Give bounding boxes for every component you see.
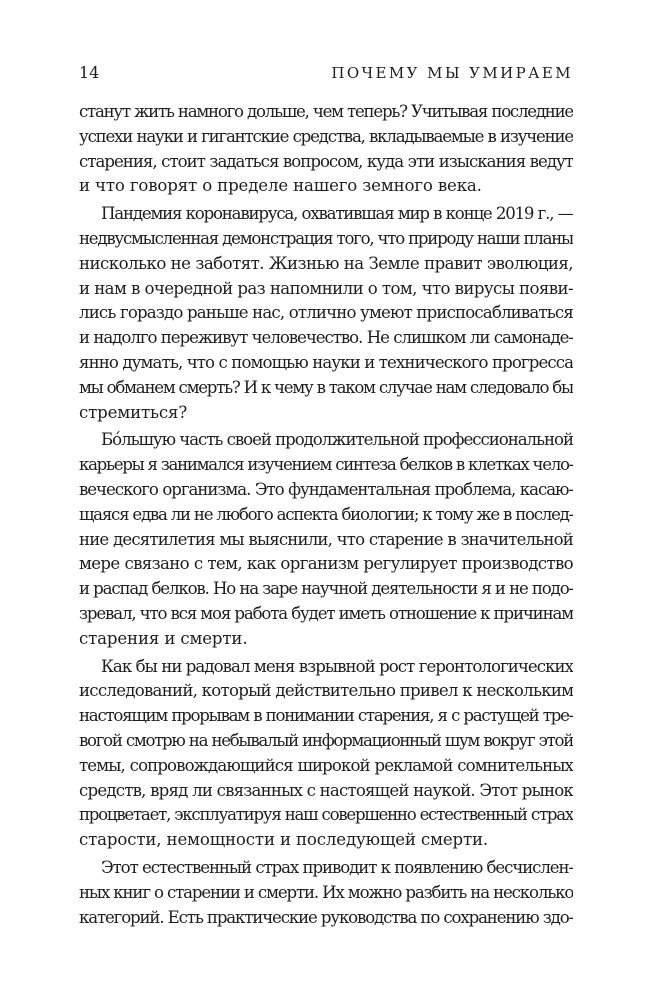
- text-line: вогой смотрю на небывалый информационный шум вокруг этой: [79, 730, 573, 750]
- text-line: нисколько не заботят. Жизнью на Земле правит эволюция,: [79, 253, 573, 273]
- paragraph: [79, 428, 573, 651]
- running-title: ПОЧЕМУ МЫ УМИРАЕМ: [331, 64, 573, 82]
- text-line: категорий. Есть практические руководства по сохранению здо-: [79, 907, 573, 927]
- text-line: Как бы ни радовал меня взрывной рост геронтологических: [101, 656, 573, 676]
- text-line: щаяся едва ли не любого аспекта биологии; к тому же в послед-: [79, 504, 573, 524]
- text-line: темы, сопровождающийся широкой рекламой сомнительных: [79, 755, 573, 775]
- page-number: 14: [79, 63, 100, 82]
- text-line: и что говорят о пределе нашего земного века.: [79, 176, 482, 196]
- text-line: процветает, эксплуатируя наш совершенно естественный страх: [79, 805, 573, 825]
- text-line: исследований, который действительно привел к нескольким: [79, 681, 573, 701]
- text-line: Пандемия коронавируса, охватившая мир в конце 2019 г., —: [101, 204, 573, 224]
- text-line: Этот естественный страх приводит к появлению бесчислен-: [101, 857, 573, 877]
- text-line: старения и смерти.: [79, 628, 248, 648]
- text-line: лись гораздо раньше нас, отлично умеют приспосабливаться: [79, 303, 573, 323]
- text-line: ных книг о старении и смерти. Их можно разбить на несколько: [79, 882, 573, 902]
- text-line: средств, вряд ли связанных с настоящей наукой. Этот рынок: [79, 780, 573, 800]
- text-line: Бóльшую часть своей продолжительной профессиональной: [101, 430, 573, 450]
- text-line: мы обманем смерть? И к чему в таком случае нам следовало бы: [79, 377, 573, 397]
- text-line: ние десятилетия мы выяснили, что старение в значительной: [79, 529, 573, 549]
- text-line: янно думать, что с помощью науки и технического прогресса: [79, 352, 573, 372]
- text-line: веческого организма. Это фундаментальная проблема, касаю-: [79, 479, 573, 499]
- text-line: старости, немощности и последующей смерти.: [79, 830, 489, 850]
- paragraph: [79, 100, 573, 199]
- text-line: успехи науки и гигантские средства, вкладываемые в изучение: [79, 126, 573, 146]
- paragraph: [79, 202, 573, 425]
- text-line: станут жить намного дольше, чем теперь? Учитывая последние: [79, 102, 573, 121]
- text-line: и распад белков. Но на заре научной деятельности я и не подо-: [79, 579, 573, 599]
- text-line: и нам в очередной раз напомнили о том, что вирусы появи-: [79, 278, 573, 298]
- text-line: зревал, что вся моя работа будет иметь отношение к причинам: [79, 603, 573, 623]
- text-line: настоящим прорывам в понимании старения, я с растущей тре-: [79, 706, 573, 726]
- paragraph: [79, 655, 573, 853]
- text-line: старения, стоит задаться вопросом, куда эти изыскания ведут: [79, 151, 573, 171]
- running-head: [79, 60, 573, 86]
- body-text: [79, 100, 573, 933]
- text-line: мере связано с тем, как организм регулирует производство: [79, 554, 573, 574]
- text-line: и надолго переживут человечество. Не слишком ли самонаде-: [79, 328, 573, 348]
- paragraph: [79, 856, 573, 930]
- text-line: карьеры я занимался изучением синтеза белков в клетках чело-: [79, 455, 573, 475]
- text-line: недвусмысленная демонстрация того, что природу наши планы: [79, 228, 573, 248]
- text-line: стремиться?: [79, 402, 188, 422]
